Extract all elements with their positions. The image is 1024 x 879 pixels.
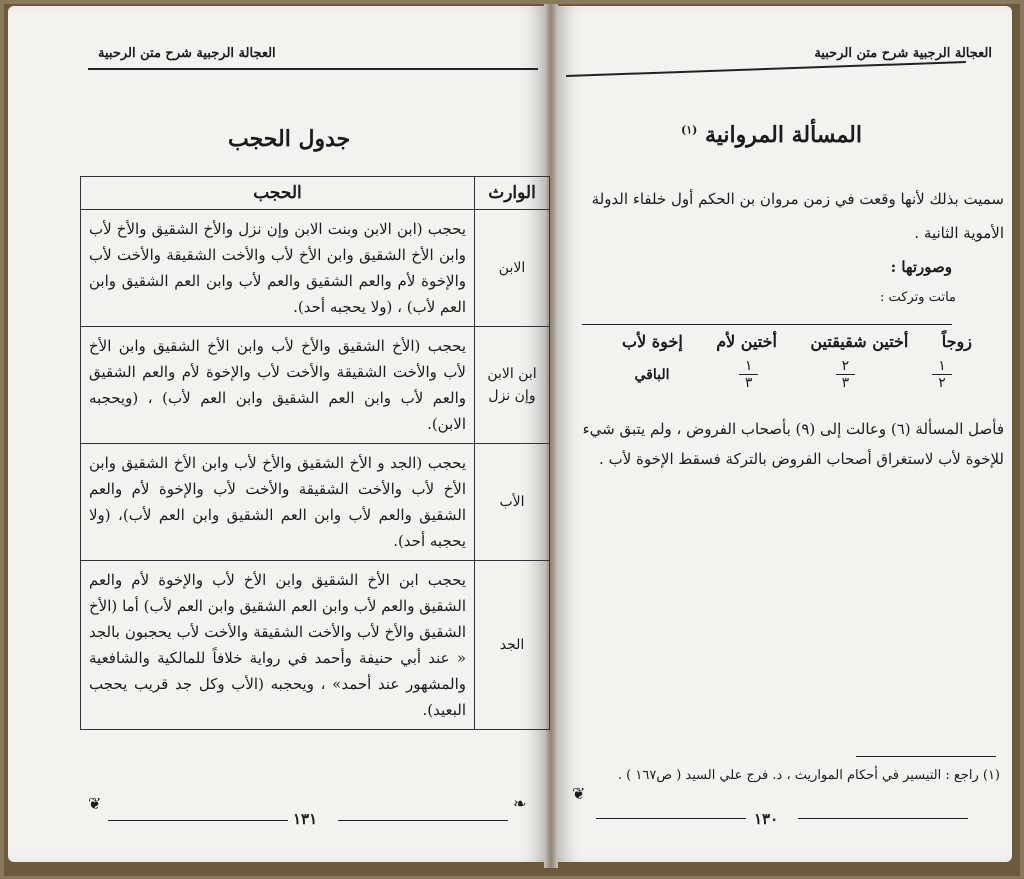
- header-rule-right: [566, 61, 966, 77]
- footer-rule: [798, 818, 968, 819]
- heir-label: إخوة لأب: [622, 332, 683, 351]
- remainder-label: الباقي: [634, 366, 670, 383]
- heir-label: أختين شقيقتين: [810, 332, 909, 351]
- running-head-left: العجالة الرجبية شرح متن الرحبية: [98, 46, 276, 61]
- col-header-hajb: الحجب: [81, 177, 475, 210]
- heir-cell: الأب: [475, 444, 550, 561]
- table-row: [81, 561, 550, 730]
- ornament-icon: ❦: [88, 794, 102, 813]
- footer-rule: [596, 818, 746, 819]
- page-title-left: جدول الحجب: [228, 126, 351, 152]
- divider-line: [582, 324, 952, 325]
- hajb-cell: يحجب (ابن الابن وبنت الابن وإن نزل والأخ الشقيق والأخ لأب وابن الأخ الشقيق وابن الأخ لأب والأخت الشقيقة والأخت لأب والإخوة لأم والعم الشقيق والعم لأب وابن العم الشقيق وابن العم لأب) ، (ولا يحجبه أحد).: [81, 210, 475, 327]
- shares-row: [622, 358, 972, 391]
- fraction-numerator: ١: [739, 358, 759, 375]
- fraction-numerator: ٢: [836, 358, 856, 375]
- table-row: [81, 444, 550, 561]
- hajb-table: [80, 176, 550, 730]
- explanation-line: للإخوة لأب لاستغراق أصحاب الفروض بالتركة فسقط الإخوة لأب .: [599, 450, 1004, 468]
- hajb-cell: يحجب ابن الأخ الشقيق وابن الأخ لأب والإخوة لأم والعم الشقيق والعم لأب وابن العم الشقيق وابن العم لأب) أما (الأخ الشقيق والأخ لأب والأخت الشقيقة والأخت لأب يحجبون بالجد « عند أبي حنيفة وأحمد في رواية خلافاً للمالكية والشافعية والمشهور عند أحمد» ، ويحجبه (الأب وكل جد قريب يحجب البعيد).: [81, 561, 475, 730]
- fraction-denominator: ٣: [841, 375, 850, 391]
- footer-rule: [108, 820, 288, 821]
- share-fraction: [719, 358, 779, 391]
- table-row: [81, 210, 550, 327]
- explanation-line: فأصل المسألة (٦) وعالت إلى (٩) بأصحاب الفروض ، ولم يتبق شيء: [582, 420, 1004, 438]
- title-text: المسألة المروانية: [705, 122, 862, 148]
- heir-cell: ابن الابن وإن نزل: [475, 327, 550, 444]
- ornament-icon: ❦: [572, 784, 586, 803]
- heir-cell: الجد: [475, 561, 550, 730]
- page-number-left: ١٣١: [293, 810, 318, 828]
- footnote-text: (١) راجع : التيسير في أحكام المواريث ، د. فرج علي السيد ( ص١٦٧ ) .: [617, 768, 1000, 783]
- died-left-label: ماتت وتركت :: [880, 290, 956, 305]
- running-head-right: العجالة الرجبية شرح متن الرحبية: [814, 46, 992, 61]
- footnote-rule: [856, 756, 996, 757]
- form-label: وصورتها :: [890, 258, 952, 276]
- footer-rule: [338, 820, 508, 821]
- fraction-denominator: ٢: [938, 375, 946, 391]
- ornament-icon: ❧: [513, 794, 527, 813]
- heir-label: زوجاً: [941, 332, 972, 351]
- intro-line: سميت بذلك لأنها وقعت في زمن مروان بن الحكم أول خلفاء الدولة: [591, 190, 1004, 208]
- table-row: [81, 327, 550, 444]
- page-title-right: [681, 122, 862, 148]
- share-fraction: [815, 358, 875, 391]
- intro-line: الأموية الثانية .: [914, 224, 1004, 242]
- header-rule-left: [88, 68, 538, 70]
- heir-label: أختين لأم: [716, 332, 777, 351]
- hajb-cell: يحجب (الأخ الشقيق والأخ لأب وابن الأخ الشقيق وابن الأخ لأب والأخت الشقيقة والأخت لأب والإخوة لأم والعم الشقيق والعم لأب وابن العم الشقيق وابن العم لأب) ، (ويحجبه الابن).: [81, 327, 475, 444]
- left-page: [8, 6, 546, 862]
- page-number-right: ١٣٠: [754, 810, 779, 828]
- heir-cell: الابن: [475, 210, 550, 327]
- footnote-marker: (١): [680, 123, 698, 137]
- hajb-cell: يحجب (الجد و الأخ الشقيق والأخ لأب وابن الأخ الشقيق وابن الأخ لأب والأخت الشقيقة والأخت لأب والإخوة لأم والعم الشقيق والعم لأب وابن العم الشقيق وابن العم لأب)، (ولا يحجبه أحد).: [81, 444, 475, 561]
- fraction-denominator: ٣: [744, 375, 753, 391]
- share-fraction: [912, 358, 972, 391]
- col-header-heir: الوارث: [475, 177, 550, 210]
- fraction-numerator: ١: [932, 358, 952, 375]
- right-page: [556, 6, 1012, 862]
- heirs-row: [622, 332, 972, 351]
